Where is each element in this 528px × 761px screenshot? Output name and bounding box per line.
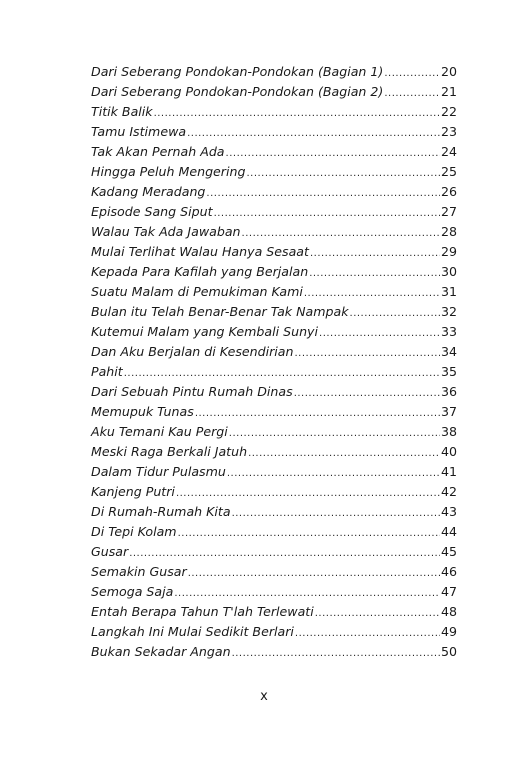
- toc-entry-page: 37: [440, 404, 457, 419]
- toc-entry-title: Di Tepi Kolam: [91, 524, 177, 539]
- toc-entry-page: 35: [440, 364, 457, 379]
- toc-entry: [91, 82, 457, 102]
- toc-entry-page: 45: [440, 544, 457, 559]
- toc-entry: [91, 382, 457, 402]
- table-of-contents: [91, 62, 457, 662]
- toc-entry: [91, 442, 457, 462]
- toc-dot-leader: [310, 244, 440, 264]
- toc-entry: [91, 622, 457, 642]
- toc-entry: [91, 542, 457, 562]
- toc-entry-title: Kanjeng Putri: [91, 484, 175, 499]
- toc-entry-title: Dalam Tidur Pulasmu: [91, 464, 226, 479]
- toc-entry: [91, 362, 457, 382]
- toc-entry-page: 36: [440, 384, 457, 399]
- toc-entry: [91, 322, 457, 342]
- toc-entry: [91, 502, 457, 522]
- toc-dot-leader: [294, 384, 440, 404]
- toc-entry-page: 26: [440, 184, 457, 199]
- toc-entry-title: Dari Seberang Pondokan-Pondokan (Bagian 2): [91, 84, 384, 99]
- toc-entry-page: 29: [440, 244, 457, 259]
- toc-entry-title: Tak Akan Pernah Ada: [91, 144, 225, 159]
- toc-entry-title: Entah Berapa Tahun T'lah Terlewati: [91, 604, 314, 619]
- toc-entry-title: Walau Tak Ada Jawaban: [91, 224, 241, 239]
- toc-dot-leader: [304, 284, 440, 304]
- toc-entry: [91, 422, 457, 442]
- toc-entry: [91, 62, 457, 82]
- toc-dot-leader: [384, 64, 440, 84]
- toc-entry: [91, 102, 457, 122]
- toc-dot-leader: [246, 164, 440, 184]
- toc-entry-page: 46: [440, 564, 457, 579]
- toc-entry: [91, 562, 457, 582]
- toc-entry-title: Memupuk Tunas: [91, 404, 194, 419]
- toc-dot-leader: [232, 644, 440, 664]
- toc-dot-leader: [154, 104, 440, 124]
- toc-dot-leader: [229, 424, 440, 444]
- toc-dot-leader: [350, 304, 440, 324]
- toc-entry-page: 20: [440, 64, 457, 79]
- toc-entry-page: 38: [440, 424, 457, 439]
- toc-dot-leader: [206, 184, 440, 204]
- toc-entry: [91, 122, 457, 142]
- toc-entry: [91, 402, 457, 422]
- toc-entry-title: Gusar: [91, 544, 129, 559]
- toc-dot-leader: [319, 324, 440, 344]
- toc-entry: [91, 262, 457, 282]
- toc-dot-leader: [295, 344, 440, 364]
- toc-dot-leader: [188, 564, 440, 584]
- toc-entry-title: Kadang Meradang: [91, 184, 206, 199]
- page-number: x: [260, 689, 268, 704]
- toc-entry: [91, 142, 457, 162]
- toc-dot-leader: [187, 124, 440, 144]
- toc-entry-page: 42: [440, 484, 457, 499]
- toc-entry-page: 44: [440, 524, 457, 539]
- toc-entry: [91, 582, 457, 602]
- toc-entry-page: 27: [440, 204, 457, 219]
- toc-entry-page: 33: [440, 324, 457, 339]
- toc-entry-page: 31: [440, 284, 457, 299]
- toc-dot-leader: [248, 444, 440, 464]
- toc-entry-title: Meski Raga Berkali Jatuh: [91, 444, 248, 459]
- toc-entry-page: 40: [440, 444, 457, 459]
- toc-entry-page: 48: [440, 604, 457, 619]
- toc-entry-page: 49: [440, 624, 457, 639]
- toc-entry: [91, 462, 457, 482]
- toc-dot-leader: [195, 404, 440, 424]
- toc-entry: [91, 642, 457, 662]
- toc-entry-page: 25: [440, 164, 457, 179]
- toc-entry-title: Dari Sebuah Pintu Rumah Dinas: [91, 384, 293, 399]
- toc-entry: [91, 222, 457, 242]
- toc-entry-title: Suatu Malam di Pemukiman Kami: [91, 284, 303, 299]
- toc-entry: [91, 282, 457, 302]
- toc-entry-title: Tamu Istimewa: [91, 124, 187, 139]
- toc-entry-page: 28: [440, 224, 457, 239]
- toc-entry-title: Pahit: [91, 364, 123, 379]
- toc-entry-title: Langkah Ini Mulai Sedikit Berlari: [91, 624, 294, 639]
- toc-entry-page: 41: [440, 464, 457, 479]
- toc-entry-title: Hingga Peluh Mengering: [91, 164, 246, 179]
- toc-entry-title: Semakin Gusar: [91, 564, 187, 579]
- toc-entry: [91, 342, 457, 362]
- toc-dot-leader: [315, 604, 440, 624]
- toc-dot-leader: [178, 524, 440, 544]
- toc-entry: [91, 202, 457, 222]
- toc-entry-page: 30: [440, 264, 457, 279]
- toc-entry-title: Aku Temani Kau Pergi: [91, 424, 228, 439]
- toc-dot-leader: [124, 364, 440, 384]
- toc-entry-title: Kepada Para Kafilah yang Berjalan: [91, 264, 309, 279]
- toc-dot-leader: [232, 504, 440, 524]
- toc-entry: [91, 182, 457, 202]
- toc-entry-title: Episode Sang Siput: [91, 204, 213, 219]
- toc-entry-page: 24: [440, 144, 457, 159]
- toc-dot-leader: [174, 584, 440, 604]
- toc-dot-leader: [384, 84, 440, 104]
- toc-entry: [91, 522, 457, 542]
- toc-entry-title: Di Rumah-Rumah Kita: [91, 504, 231, 519]
- toc-entry: [91, 242, 457, 262]
- toc-entry-title: Titik Balik: [91, 104, 153, 119]
- toc-dot-leader: [309, 264, 440, 284]
- toc-entry-title: Mulai Terlihat Walau Hanya Sesaat: [91, 244, 309, 259]
- toc-entry: [91, 302, 457, 322]
- toc-entry-page: 23: [440, 124, 457, 139]
- toc-entry-title: Kutemui Malam yang Kembali Sunyi: [91, 324, 319, 339]
- toc-entry-title: Bukan Sekadar Angan: [91, 644, 231, 659]
- toc-dot-leader: [214, 204, 440, 224]
- toc-dot-leader: [176, 484, 440, 504]
- toc-dot-leader: [226, 144, 440, 164]
- toc-entry-title: Semoga Saja: [91, 584, 174, 599]
- toc-dot-leader: [295, 624, 440, 644]
- toc-dot-leader: [242, 224, 440, 244]
- toc-entry-page: 43: [440, 504, 457, 519]
- toc-entry-title: Dan Aku Berjalan di Kesendirian: [91, 344, 294, 359]
- toc-entry: [91, 482, 457, 502]
- toc-dot-leader: [227, 464, 440, 484]
- toc-entry-page: 50: [440, 644, 457, 659]
- toc-entry-page: 47: [440, 584, 457, 599]
- toc-entry: [91, 162, 457, 182]
- toc-entry-page: 21: [440, 84, 457, 99]
- toc-entry-title: Dari Seberang Pondokan-Pondokan (Bagian 1): [91, 64, 384, 79]
- toc-dot-leader: [129, 544, 440, 564]
- toc-entry-page: 32: [440, 304, 457, 319]
- toc-entry-page: 22: [440, 104, 457, 119]
- toc-entry: [91, 602, 457, 622]
- toc-entry-title: Bulan itu Telah Benar-Benar Tak Nampak: [91, 304, 349, 319]
- toc-entry-page: 34: [440, 344, 457, 359]
